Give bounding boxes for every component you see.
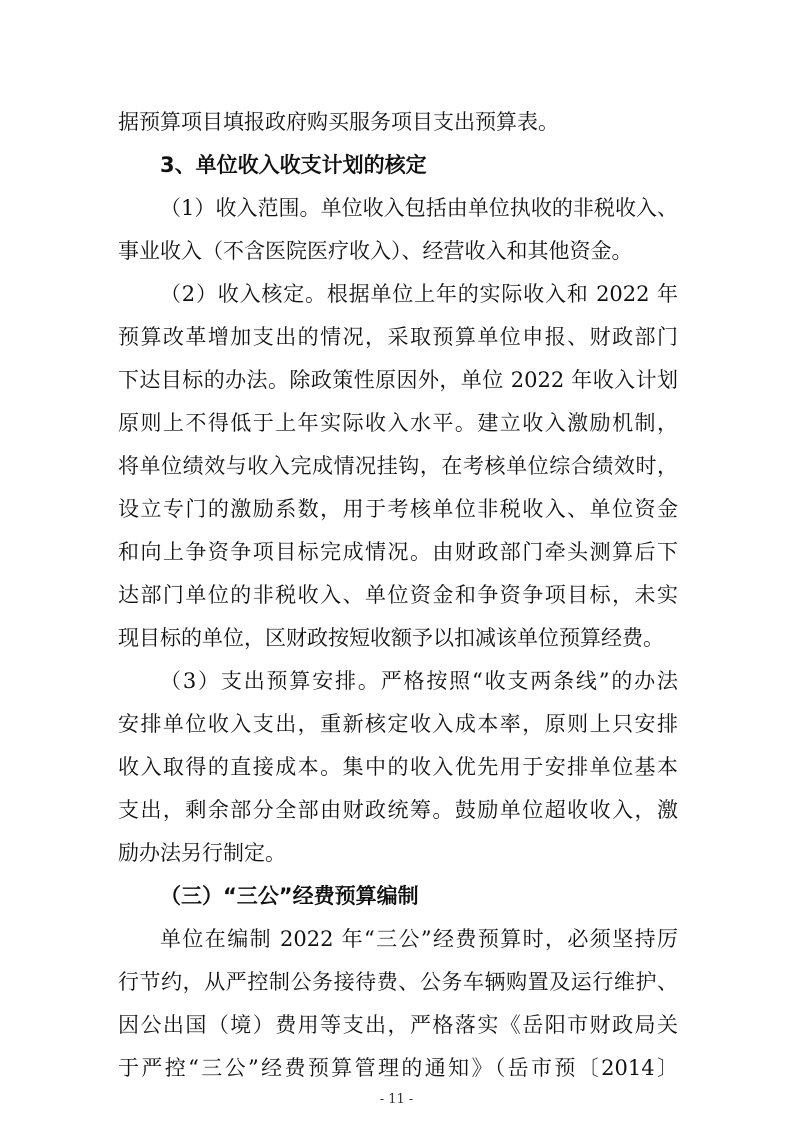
body-line: 收入取得的直接成本。集中的收入优先用于安排单位基本 <box>118 755 678 779</box>
body-line: （2）收入核定。根据单位上年的实际收入和 2022 年 <box>160 282 678 306</box>
section-heading: （三）“三公”经费预算编制 <box>160 884 419 908</box>
body-line: 下达目标的办法。除政策性原因外，单位 2022 年收入计划 <box>118 368 678 392</box>
body-line: 原则上不得低于上年实际收入水平。建立收入激励机制， <box>118 411 678 435</box>
body-line: 设立专门的激励系数，用于考核单位非税收入、单位资金 <box>118 497 678 521</box>
body-line: 据预算项目填报政府购买服务项目支出预算表。 <box>118 110 559 134</box>
body-line: 预算改革增加支出的情况，采取预算单位申报、财政部门 <box>118 325 678 349</box>
body-line: 现目标的单位，区财政按短收额予以扣减该单位预算经费。 <box>118 626 664 650</box>
body-line: 因公出国（境）费用等支出，严格落实《岳阳市财政局关 <box>118 1013 678 1037</box>
body-line: 支出，剩余部分全部由财政统筹。鼓励单位超收收入，激 <box>118 798 678 822</box>
body-line: 和向上争资争项目标完成情况。由财政部门牵头测算后下 <box>118 540 678 564</box>
body-line: 达部门单位的非税收入、单位资金和争资争项目标，未实 <box>118 583 678 607</box>
body-line: 安排单位收入支出，重新核定收入成本率，原则上只安排 <box>118 712 678 736</box>
body-line: 单位在编制 2022 年“三公”经费预算时，必须坚持厉 <box>160 927 678 951</box>
body-line: （3）支出预算安排。严格按照“收支两条线”的办法 <box>160 669 678 693</box>
page-number: - 11 - <box>379 1092 414 1107</box>
body-line: 行节约，从严控制公务接待费、公务车辆购置及运行维护、 <box>118 970 678 994</box>
section-heading: 3、单位收入收支计划的核定 <box>160 153 427 177</box>
body-line: 事业收入（不含医院医疗收入）、经营收入和其他资金。 <box>118 239 633 263</box>
body-line: 将单位绩效与收入完成情况挂钩，在考核单位综合绩效时， <box>118 454 678 478</box>
body-line: （1）收入范围。单位收入包括由单位执收的非税收入、 <box>160 196 678 220</box>
body-line: 于严控“三公”经费预算管理的通知》（岳市预〔2014〕 <box>118 1056 678 1080</box>
body-line: 励办法另行制定。 <box>118 841 286 865</box>
